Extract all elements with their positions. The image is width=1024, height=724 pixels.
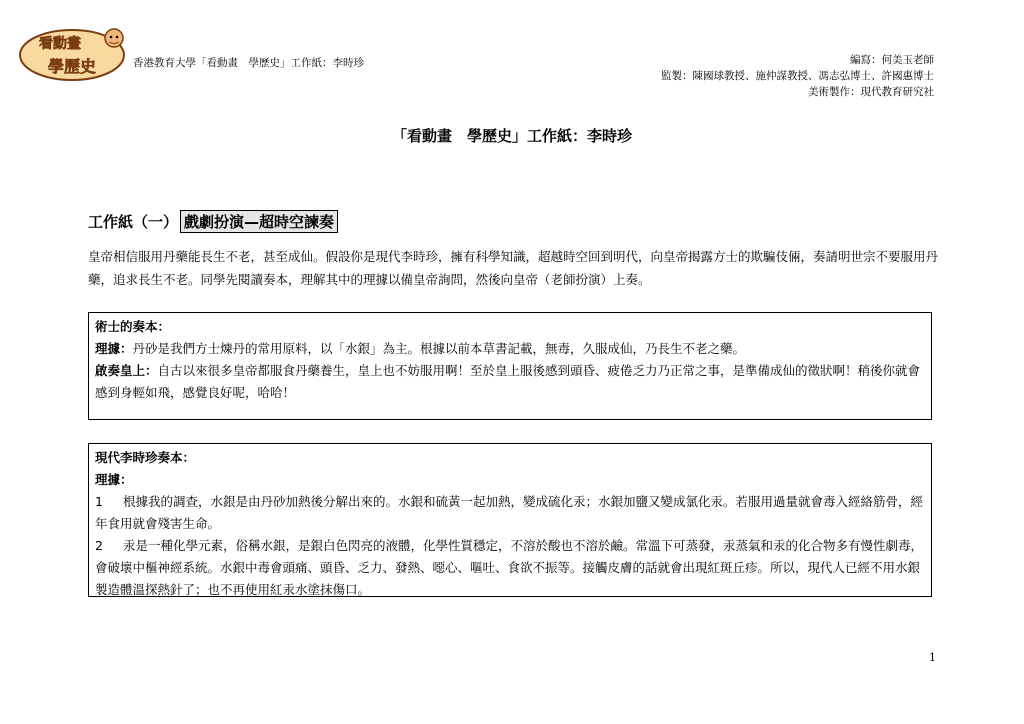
box2-reason-label: 理據： bbox=[95, 472, 133, 487]
header-author: 編寫：何美玉老師 bbox=[850, 54, 934, 66]
section-boxed-title: 戲劇扮演—超時空諫奏 bbox=[180, 210, 338, 233]
modern-lishizhen-petition-box bbox=[88, 443, 932, 597]
header-art-production: 美術製作：現代教育研究社 bbox=[808, 86, 934, 98]
box2-item bbox=[95, 535, 925, 601]
box1-reason-text: 丹砂是我們方士煉丹的常用原料，以「水銀」為主。根據以前本草書記載，無毒，久服成仙，乃長生不老之藥。 bbox=[132, 341, 746, 356]
box2-item-number: 1 bbox=[95, 494, 103, 509]
header-right bbox=[661, 52, 934, 100]
box2-item-text: 根據我的調查，水銀是由丹砂加熱後分解出來的。水銀和硫黃一起加熱，變成硫化汞；水銀加鹽又變成氯化汞。若服用過量就會毒入經絡筋骨，經年食用就會殘害生命。 bbox=[95, 494, 924, 531]
logo bbox=[18, 24, 126, 82]
logo-line1: 看動畫 bbox=[39, 36, 81, 52]
box2-item bbox=[95, 491, 925, 535]
sorcerer-petition-box bbox=[88, 312, 932, 420]
page-title: 「看動畫 學歷史」工作紙：李時珍 bbox=[391, 127, 632, 145]
box1-petition bbox=[95, 360, 925, 404]
box2-heading: 現代李時珍奏本： bbox=[95, 450, 196, 465]
box1-reason bbox=[95, 338, 925, 360]
page-number: 1 bbox=[929, 651, 936, 664]
intro-paragraph: 皇帝相信服用丹藥能長生不老，甚至成仙。假設你是現代李時珍，擁有科學知識，超越時空回到明代，向皇帝揭露方士的欺騙伎倆，奏請明世宗不要服用丹藥，追求長生不老。同學先閱讀奏本，理解其中的理據以備皇帝詢問，然後向皇帝（老師扮演）上奏。 bbox=[88, 249, 939, 287]
box1-petition-text: 自古以來很多皇帝都服食丹藥養生，皇上也不妨服用啊！至於皇上服後感到頭昏、疲倦乏力乃正常之事，是準備成仙的徵狀啊！稍後你就會感到身輕如飛，感覺良好呢，哈哈！ bbox=[95, 363, 921, 400]
section-label: 工作紙（一） bbox=[88, 213, 179, 231]
header-left: 香港教育大學「看動畫 學歷史」工作紙：李時珍 bbox=[133, 57, 364, 69]
logo-line2: 學歷史 bbox=[47, 57, 97, 76]
box1-reason-label: 理據： bbox=[95, 341, 133, 356]
box2-item-text: 汞是一種化學元素，俗稱水銀，是銀白色閃亮的液體，化學性質穩定，不溶於酸也不溶於鹼。常溫下可蒸發，汞蒸氣和汞的化合物多有慢性劇毒，會破壞中樞神經系統。水銀中毒會頭痛、頭昏、乏力、發熱、噁心、嘔吐、食欲不振等。接觸皮膚的話就會出現紅斑丘疹。所以，現代人已經不用水銀製造體溫探熱針了；也不再使用紅汞水塗抹傷口。 bbox=[95, 538, 924, 597]
box1-petition-label: 啟奏皇上： bbox=[95, 363, 158, 378]
section-heading bbox=[88, 210, 338, 233]
header-supervisors: 監製：陳國球教授、施仲謀教授、馮志弘博士、許國惠博士 bbox=[661, 70, 934, 82]
box1-heading: 術士的奏本： bbox=[95, 319, 171, 334]
box2-item-number: 2 bbox=[95, 538, 103, 553]
